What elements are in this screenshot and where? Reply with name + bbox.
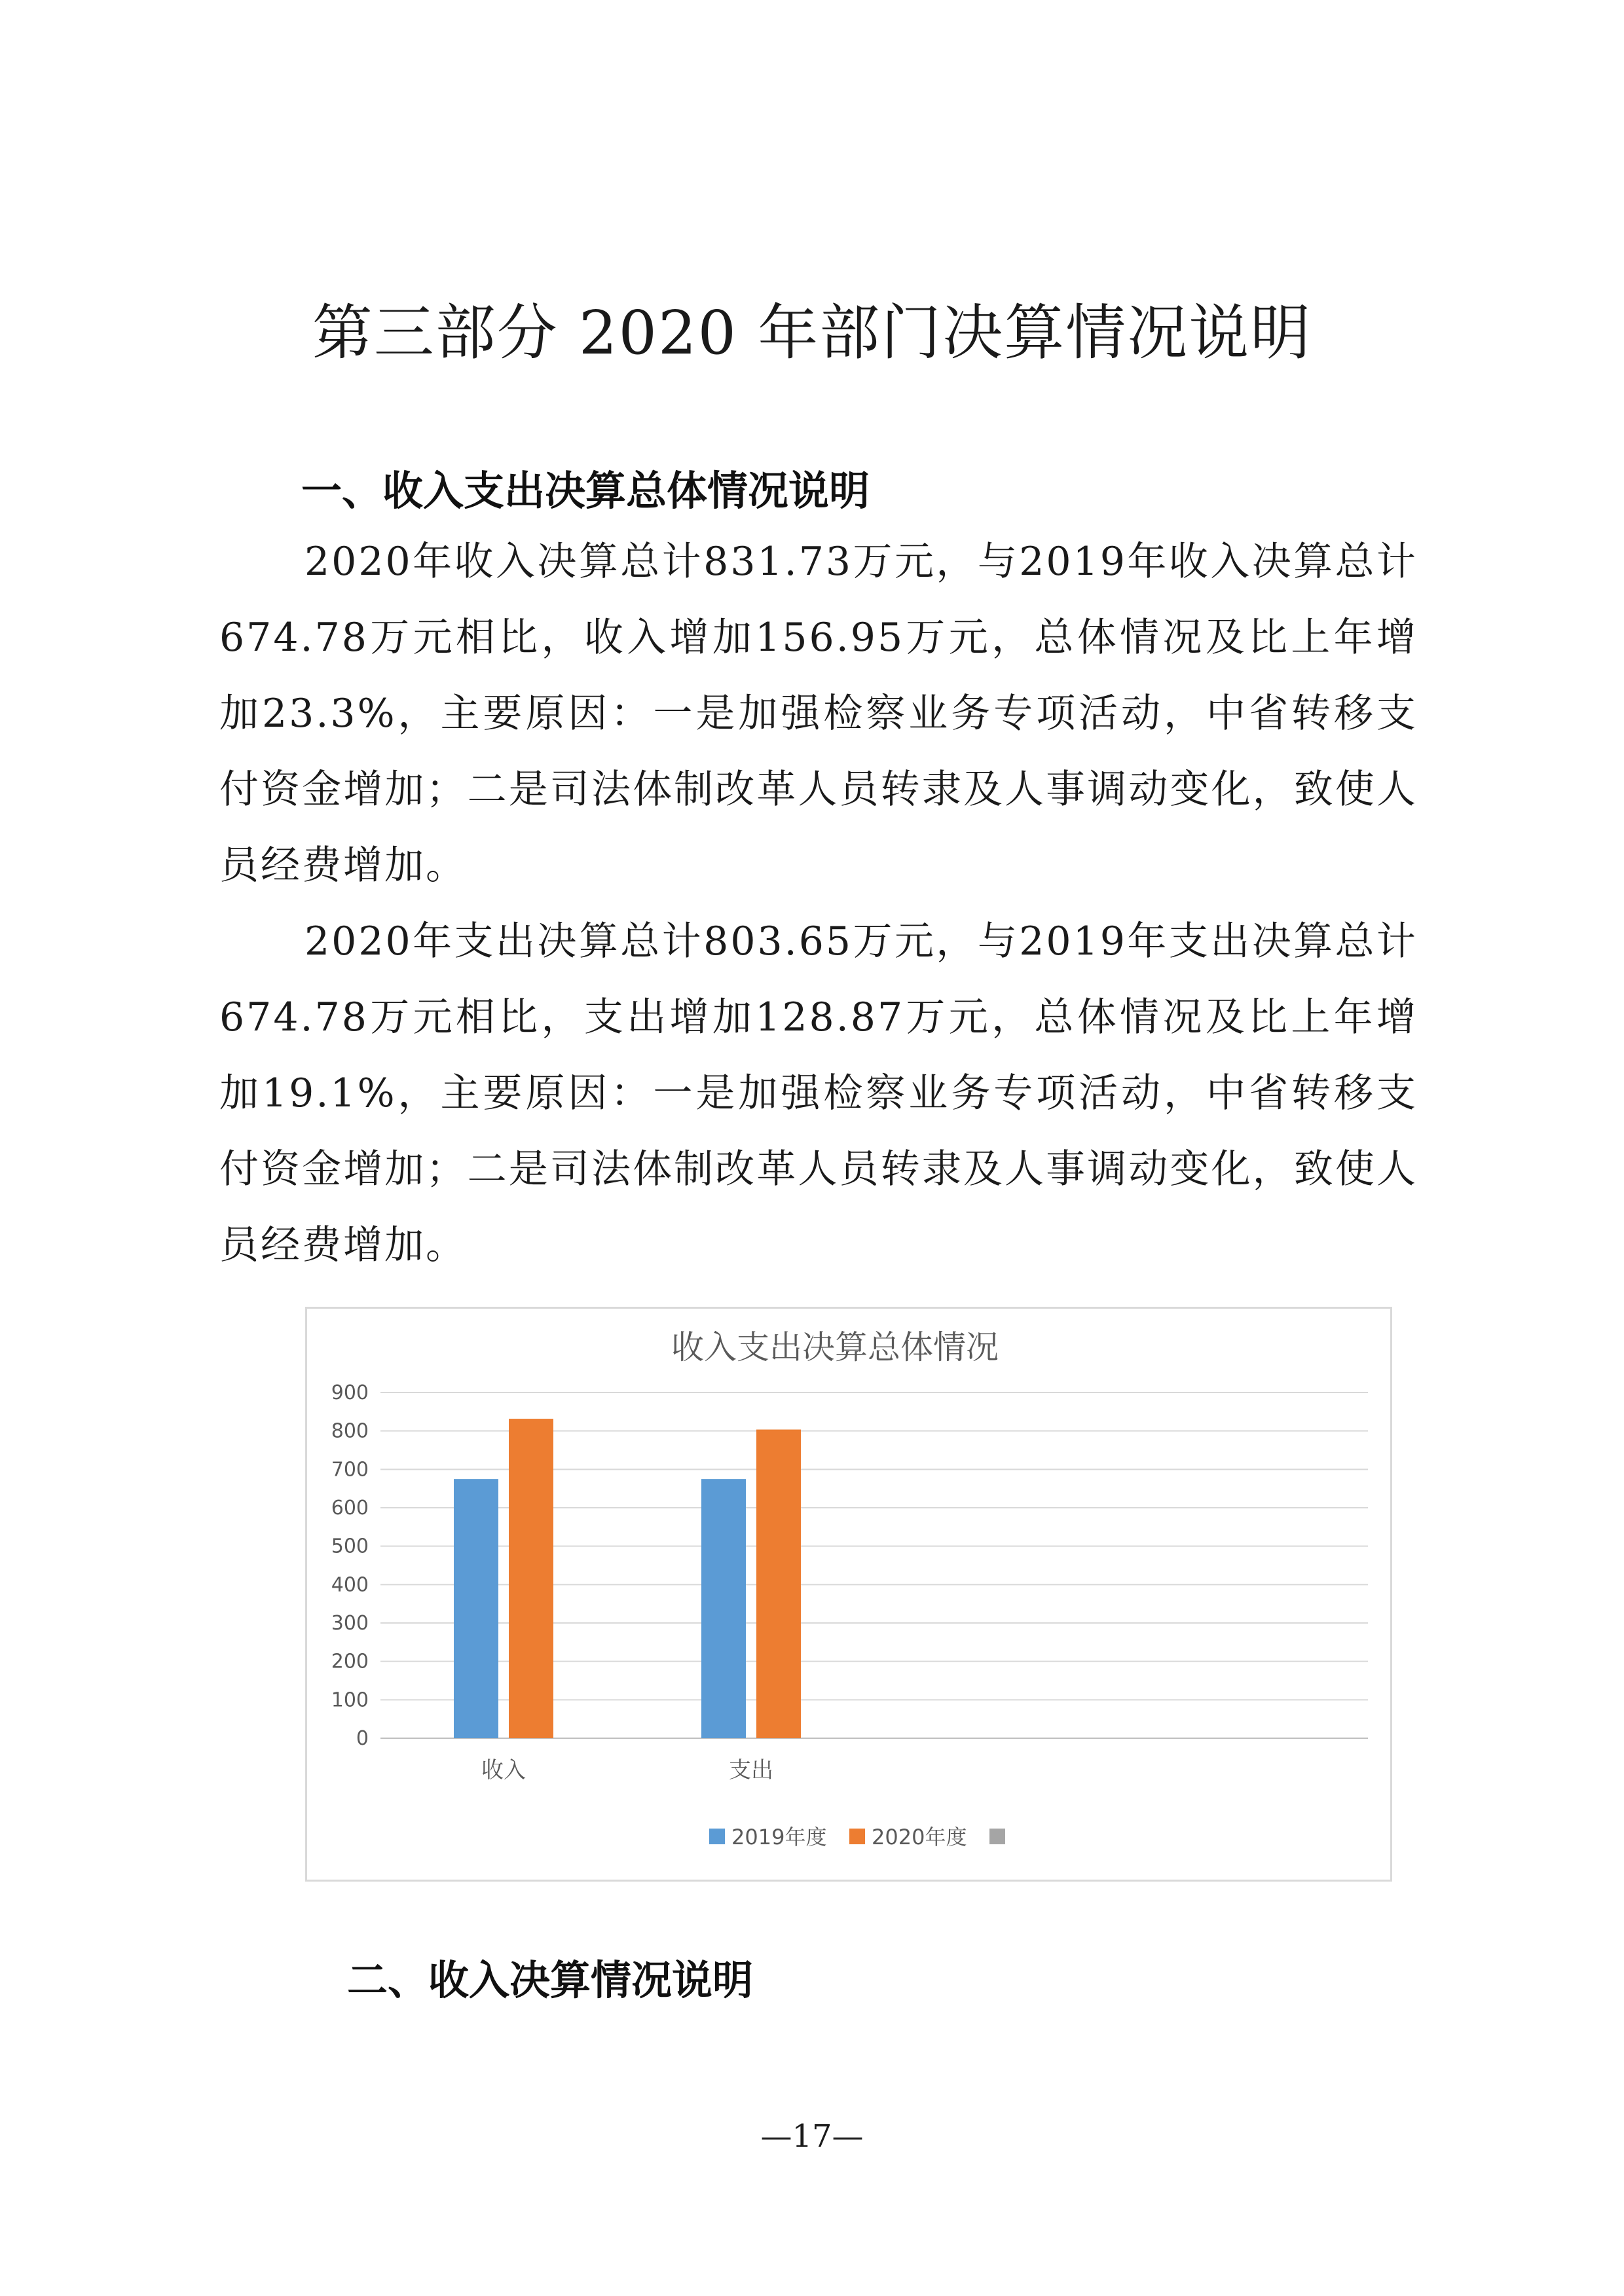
legend-swatch [709, 1829, 725, 1844]
legend-label: 2020年度 [872, 1825, 967, 1850]
paragraph-income: 2020年收入决算总计831.73万元，与2019年收入决算总计674.78万元相比，收入增加156.95万元，总体情况及比上年增加23.3%，主要原因：一是加强检察业务专项活动，中省转移支付资金增加；二是司法体制改革人员转隶及人事调动变化，致使人员经费增加。 [219, 539, 1418, 888]
legend-label: 2019年度 [731, 1825, 827, 1850]
paragraph-expenditure: 2020年支出决算总计803.65万元，与2019年支出决算总计674.78万元相比，支出增加128.87万元，总体情况及比上年增加19.1%，主要原因：一是加强检察业务专项活动，中省转移支付资金增加；二是司法体制改革人员转隶及人事调动变化，致使人员经费增加。 [219, 919, 1418, 1268]
bar-收入-2020年度 [509, 1419, 553, 1738]
x-category-label: 收入 [481, 1757, 526, 1783]
y-tick-label: 700 [331, 1458, 369, 1482]
page-number: —17— [760, 2118, 864, 2155]
y-tick-label: 600 [331, 1497, 369, 1520]
legend-swatch [849, 1829, 865, 1844]
y-tick-label: 400 [331, 1573, 369, 1597]
legend-swatch [989, 1829, 1005, 1844]
y-tick-label: 200 [331, 1650, 369, 1673]
page-title: 第三部分 2020 年部门决算情况说明 [312, 298, 1312, 368]
section-heading-2: 二、收入决算情况说明 [347, 1956, 754, 2004]
y-tick-label: 0 [356, 1727, 369, 1750]
bar-chart [307, 1309, 1390, 1880]
y-tick-label: 100 [331, 1688, 369, 1712]
chart-title: 收入支出决算总体情况 [671, 1328, 999, 1366]
x-category-label: 支出 [729, 1757, 773, 1783]
section-heading-1: 一、收入支出决算总体情况说明 [301, 467, 870, 515]
y-tick-label: 500 [331, 1535, 369, 1558]
bar-收入-2019年度 [454, 1479, 498, 1738]
chart-container [305, 1307, 1392, 1882]
y-tick-label: 900 [331, 1381, 369, 1404]
y-tick-label: 800 [331, 1419, 369, 1443]
y-tick-label: 300 [331, 1612, 369, 1635]
bar-支出-2020年度 [756, 1430, 801, 1738]
bar-支出-2019年度 [701, 1479, 746, 1738]
